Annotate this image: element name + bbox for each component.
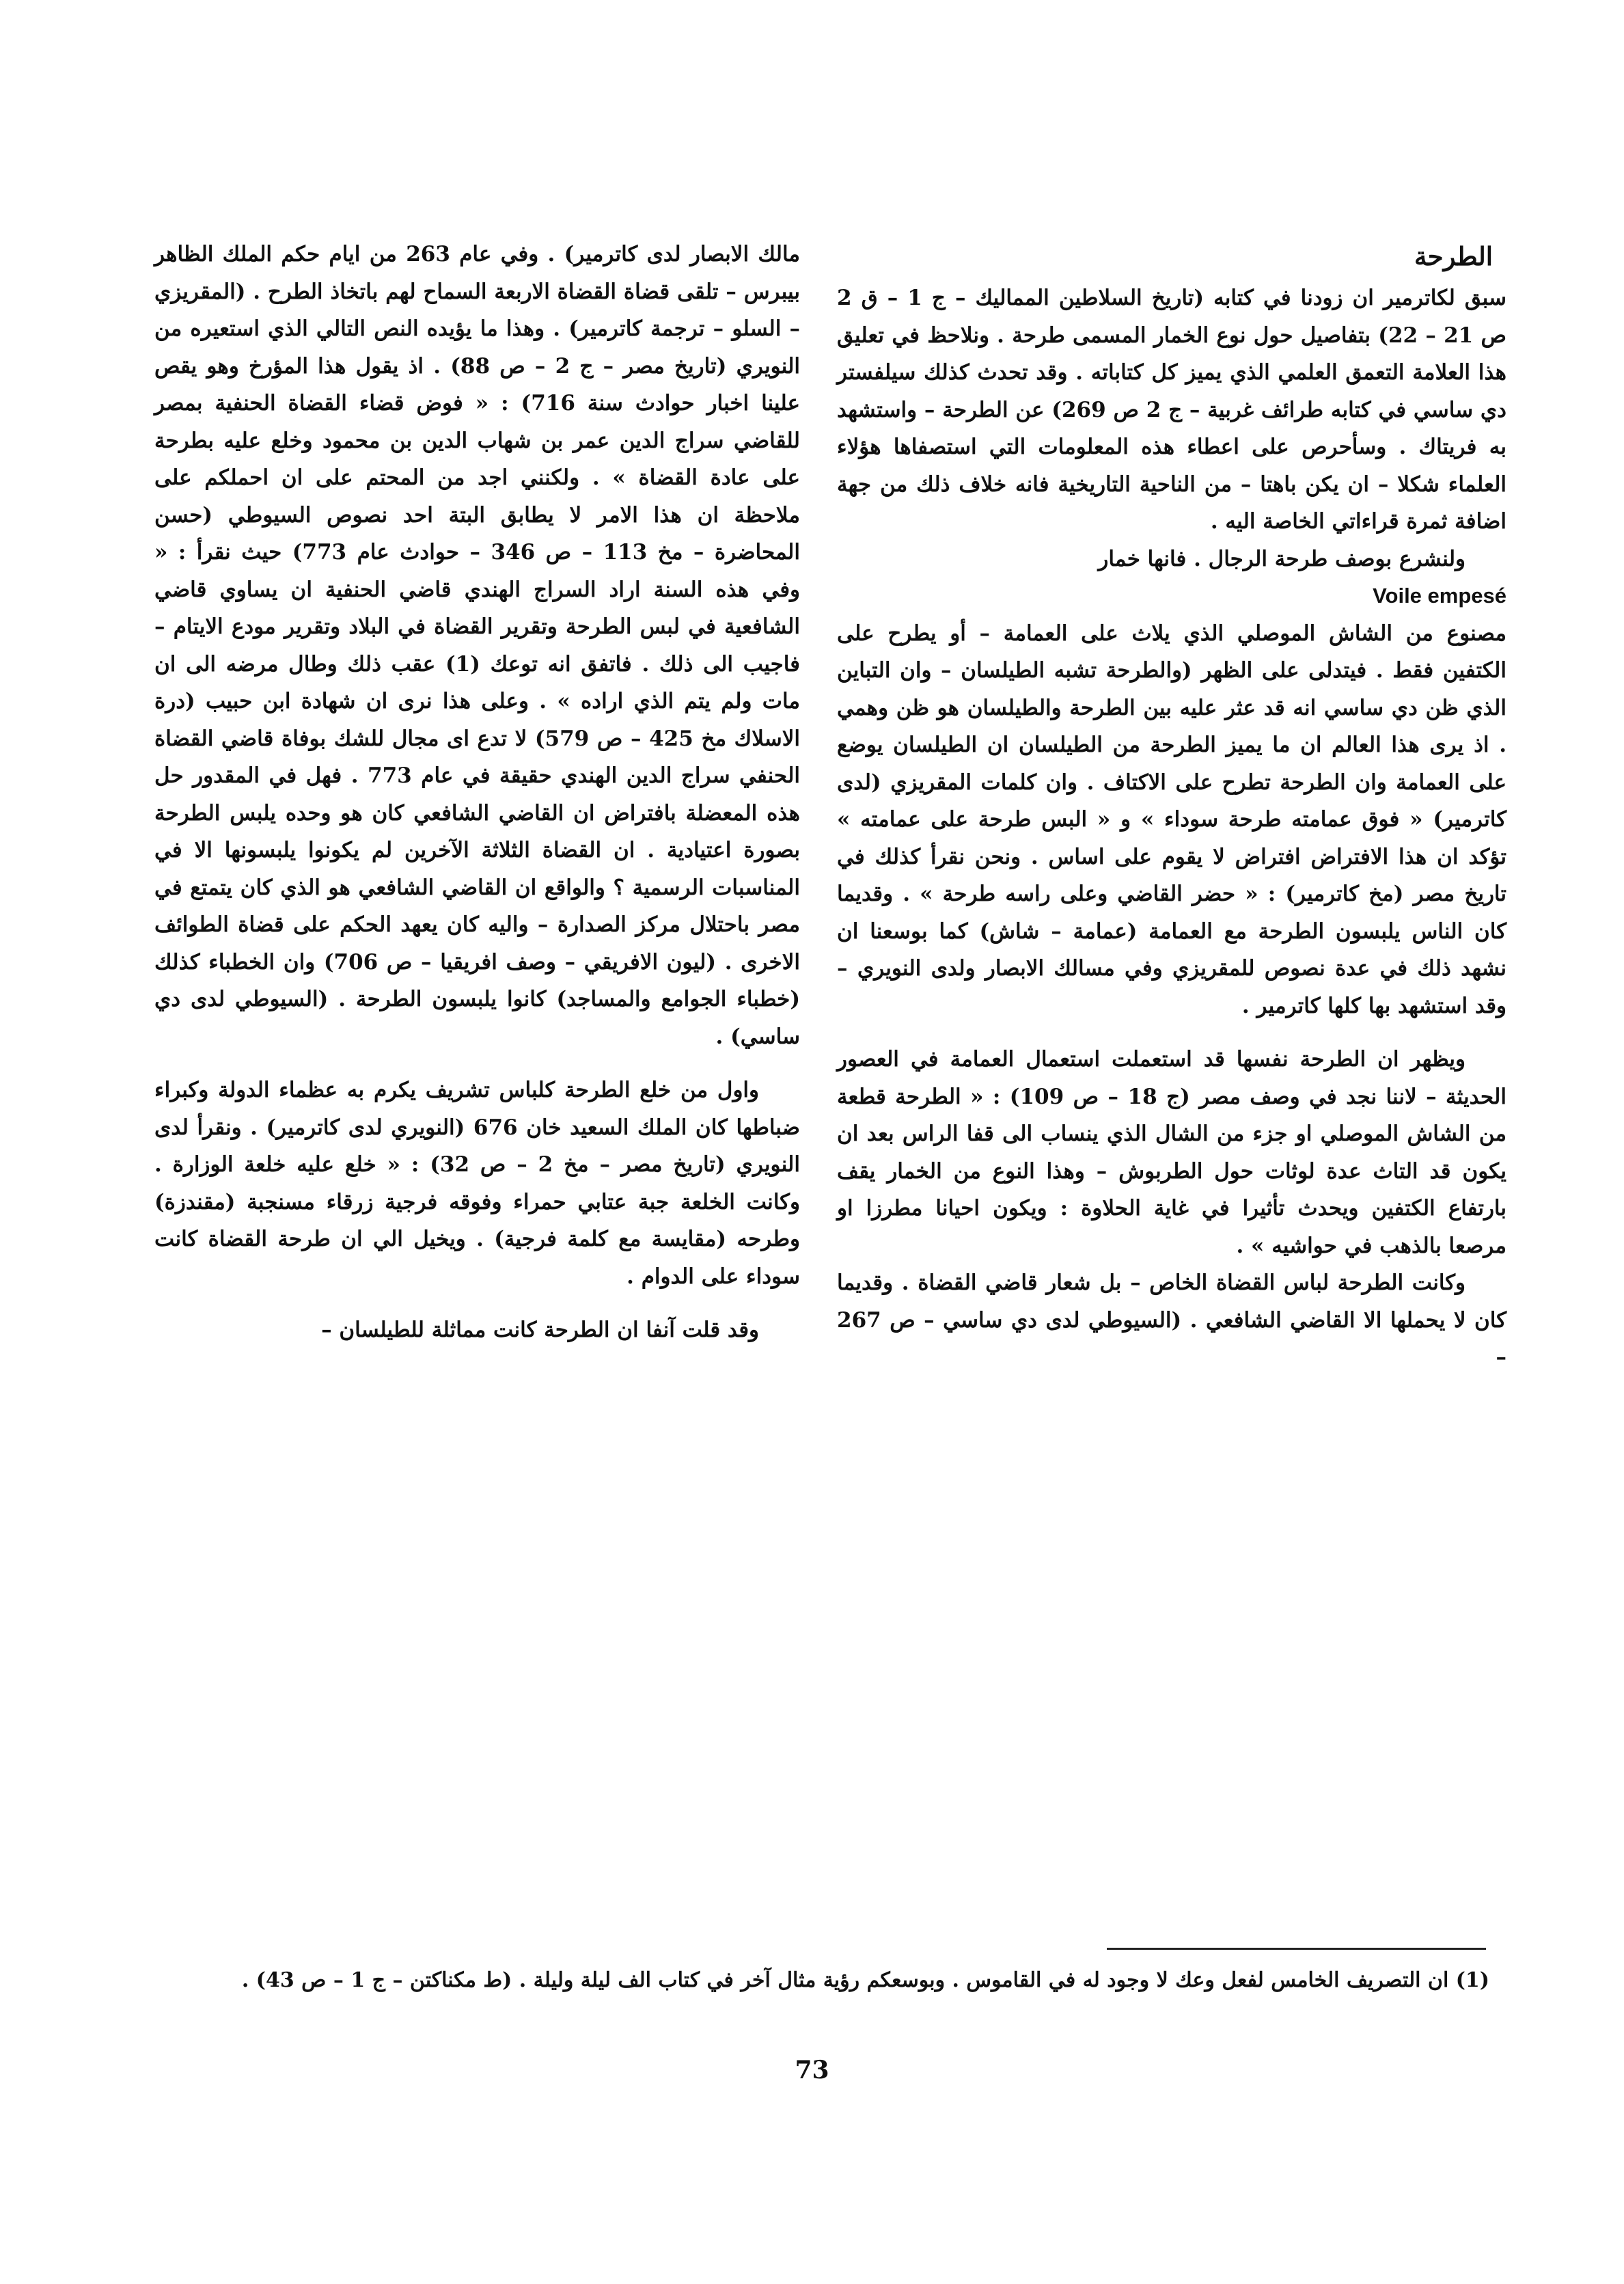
footnote-rule (1107, 1948, 1486, 1950)
paragraph: ويظهر ان الطرحة نفسها قد استعملت استعمال العمامة في العصور الحديثة – لاننا نجد في وصف مصر (ج 18 – ص 109) : « الطرحة قطعة من الشاش الموصلي او جزء من الشال الذي ينساب الى قفا الراس بعد ان يكون قد التاث عدة لوثات حول الطربوش – وهذا النوع من الخمار يقف بارتفاع الكتفين ويحدث تأثيرا في غاية الحلاوة : ويكون احيانا مطرزا او مرصعا بالذهب في حواشيه » . (837, 1047, 1506, 1258)
left-column (154, 236, 800, 1349)
paragraph: سبق لكاترمير ان زودنا في كتابه (تاريخ السلاطين المماليك – ج 1 – ق 2 ص 21 – 22) بتفاصيل حول نوع الخمار المسمى طرحة . ونلاحظ في تعليق هذا العلامة التعمق العلمي الذي يميز كل كتاباته . وقد تحدث كذلك سيلفستر دي ساسي في كتابه طرائف غربية – ج 2 ص 269) عن الطرحة – واستشهد به فريتاك . وسأحرص على اعطاء هذه المعلومات التي استصفاها هؤلاء العلماء شكلا – ان يكن باهتا – من الناحية التاريخية فانه خلاف ذلك من جهة اضافة ثمرة قراءاتي الخاصة اليه . (837, 286, 1506, 534)
paragraph: ولنشرع بوصف طرحة الرجال . فانها خمار (1098, 546, 1465, 571)
paragraph: واول من خلع الطرحة كلباس تشريف يكرم به عظماء الدولة وكبراء ضباطها كان الملك السعيد خان 676 (النويري لدى كاترمير) . ونقرأ لدى النويري (تاريخ مصر – مخ 2 – ص 32) : « خلع عليه خلعة الوزارة . وكانت الخلعة جبة عتابي حمراء وفوقه فرجية زرقاء مسنجبة (مقندزة) وطرحه (مقايسة مع كلمة فرجية) . ويخيل الي ان طرحة القضاة كانت سوداء على الدوام . (154, 1078, 800, 1289)
footnotes (205, 1963, 1489, 1998)
right-column (837, 236, 1506, 1376)
paragraph: مصنوع من الشاش الموصلي الذي يلاث على العمامة – أو يطرح على الكتفين فقط . فيتدلى على الظهر (والطرحة تشبه الطيلسان – وان التباين الذي ظن دي ساسي انه قد عثر عليه بين الطرحة والطيلسان هو ظن وهمي . اذ يرى هذا العالم ان ما يميز الطرحة من الطيلسان ان الطيلسان يوضع على العمامة وان الطرحة تطرح على الاكتاف . وان كلمات المقريزي (لدى كاترمير) « فوق عمامته طرحة سوداء » و « البس طرحة على عمامته » تؤكد ان هذا الافتراض افتراض لا يقوم على اساس . ونحن نقرأ كذلك في تاريخ مصر (مخ كاترمير) : « حضر القاضي وعلى راسه طرحة » . وقديما كان الناس يلبسون الطرحة مع العمامة (عمامة – شاش) كما بوسعنا ان نشهد ذلك في عدة نصوص للمقريزي وفي مسالك الابصار ولدى النويري – وقد استشهد بها كلها كاترمير . (837, 621, 1506, 1018)
paragraph: وقد قلت آنفا ان الطرحة كانت مماثلة للطيلسان – (321, 1318, 759, 1342)
footnote: (1) ان التصريف الخامس لفعل وعك لا وجود له في القاموس . وبوسعكم رؤية مثال آخر في كتاب الف ليلة وليلة . (ط مكناكتن – ج 1 – ص 43) . (241, 1968, 1489, 1992)
section-heading: الطرحة (1414, 241, 1493, 271)
paragraph: مالك الابصار لدى كاترمير) . وفي عام 263 من ايام حكم الملك الظاهر بيبرس – تلقى قضاة القضاة الاربعة السماح لهم باتخاذ الطرح . (المقريزي – السلو – ترجمة كاترمير) . وهذا ما يؤيده النص التالي الذي استعيره من النويري (تاريخ مصر – ج 2 – ص 88) . اذ يقول هذا المؤرخ وهو يقص علينا اخبار حوادث سنة 716) : « فوض قضاء القضاة الحنفية بمصر للقاضي سراج الدين عمر بن شهاب الدين بن محمود وخلع عليه بطرحة على عادة القضاة » . ولكنني اجد من المحتم على ان احملكم على ملاحظة ان هذا الامر لا يطابق البتة احد نصوص السيوطي (حسن المحاضرة – مخ 113 – ص 346 – حوادث عام 773) حيث نقرأ : « وفي هذه السنة اراد السراج الهندي قاضي الحنفية ان يساوي قاضي الشافعية في لبس الطرحة وتقرير القضاة في البلاد وتقرير مودع الايتام – فاجيب الى ذلك . فاتفق انه توعك (1) عقب ذلك وطال مرضه الى ان مات ولم يتم الذي اراده » . وعلى هذا نرى ان شهادة ابن حبيب (درة الاسلاك مخ 425 – ص 579) لا تدع اى مجال للشك بوفاة قاضي القضاة الحنفي سراج الدين الهندي حقيقة في عام 773 . فهل في المقدور حل هذه المعضلة بافتراض ان القاضي الشافعي كان هو وحده يلبس الطرحة بصورة اعتيادية . ان القضاة الثلاثة الآخرين لم يكونوا يلبسونها الا في المناسبات الرسمية ؟ والواقع ان القاضي الشافعي هو الذي كان يتمتع في مصر باحتلال مركز الصدارة – واليه كان يعهد الحكم على قضاة الطوائف الاخرى . (ليون الافريقي – وصف افريقيا – ص 706) وان الخطباء كذلك (خطباء الجوامع والمساجد) كانوا يلبسون الطرحة . (السيوطي لدى دي ساسي) . (154, 242, 801, 1049)
paragraph: وكانت الطرحة لباس القضاة الخاص – بل شعار قاضي القضاة . وقديما كان لا يحملها الا القاضي الشافعي . (السيوطي لدى دي ساسي – ص 267 – (837, 1270, 1506, 1370)
latin-term: Voile empesé (1373, 584, 1506, 608)
page-number: 73 (795, 2056, 829, 2084)
